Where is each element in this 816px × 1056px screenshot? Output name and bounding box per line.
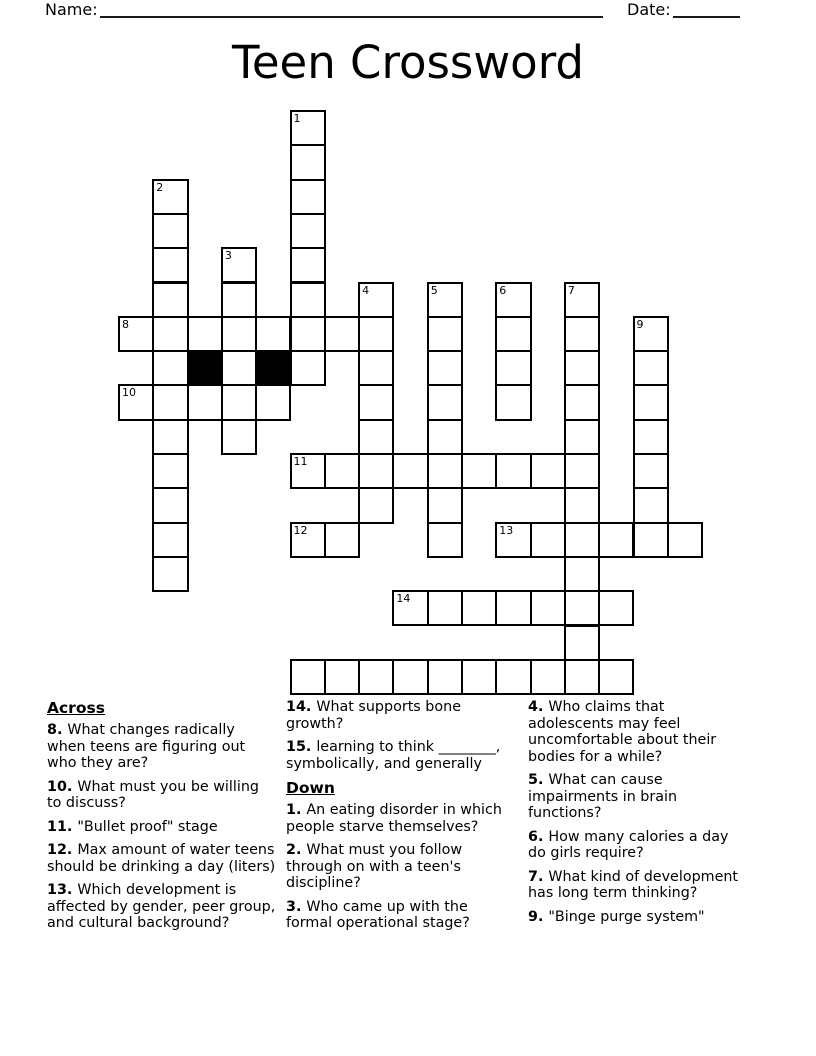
clue-8-across: 8. What changes radically when teens are figuring out who they are? bbox=[47, 722, 246, 771]
grid-cell-black bbox=[255, 350, 291, 386]
clue-5-down: 5. What can cause impairments in brain functions? bbox=[528, 772, 678, 821]
cell-number: 11 bbox=[293, 455, 308, 468]
cell-number: 9 bbox=[636, 317, 644, 331]
grid-cell[interactable] bbox=[324, 453, 360, 489]
grid-cell[interactable] bbox=[427, 487, 463, 523]
grid-cell[interactable] bbox=[221, 350, 257, 386]
grid-cell[interactable] bbox=[564, 350, 600, 386]
cell-number: 7 bbox=[567, 283, 575, 297]
grid-cell[interactable] bbox=[564, 487, 600, 523]
clue-number: 10. bbox=[47, 778, 78, 795]
grid-cell[interactable] bbox=[324, 522, 360, 558]
clue-6-down: 6. How many calories a day do girls require? bbox=[528, 828, 729, 861]
grid-cell[interactable] bbox=[392, 590, 428, 626]
grid-cell[interactable] bbox=[495, 659, 531, 695]
grid-cell[interactable] bbox=[290, 522, 326, 558]
cell-number: 6 bbox=[499, 283, 507, 297]
grid-cell[interactable] bbox=[221, 282, 257, 318]
cell-number: 13 bbox=[499, 523, 514, 537]
grid-cell[interactable] bbox=[358, 487, 394, 523]
clue-number: 2. bbox=[286, 842, 307, 858]
cell-number: 1 bbox=[293, 112, 301, 125]
across-header: Across bbox=[47, 699, 105, 717]
grid-cell[interactable] bbox=[427, 316, 463, 352]
grid-cell[interactable] bbox=[152, 316, 188, 352]
grid-cell[interactable] bbox=[290, 350, 326, 386]
clue-number: 8. bbox=[47, 722, 68, 738]
cell-number: 4 bbox=[362, 283, 370, 297]
clue-number: 13. bbox=[47, 882, 78, 898]
clue-col-2 bbox=[286, 699, 516, 939]
grid-cell[interactable] bbox=[152, 556, 188, 592]
clue-12-across: 12. Max amount of water teens should be drinking a day (liters) bbox=[47, 842, 276, 875]
clue-number: 4. bbox=[528, 699, 549, 715]
grid-cell[interactable] bbox=[358, 419, 394, 455]
grid-cell[interactable] bbox=[221, 419, 257, 455]
clue-7-down: 7. What kind of development has long term thinking? bbox=[528, 868, 739, 901]
grid-cell[interactable] bbox=[152, 350, 188, 386]
clue-15-across: 15. learning to think ________, symbolically, and generally bbox=[286, 739, 501, 772]
grid-cell[interactable] bbox=[495, 522, 531, 558]
grid-cell[interactable] bbox=[427, 419, 463, 455]
grid-cell[interactable] bbox=[461, 453, 497, 489]
grid-cell[interactable] bbox=[290, 213, 326, 249]
grid-cell[interactable] bbox=[633, 453, 669, 489]
clue-number: 12. bbox=[47, 842, 78, 858]
grid-cell[interactable] bbox=[324, 316, 360, 352]
clue-14-across: 14. What supports bone growth? bbox=[286, 699, 461, 732]
grid-cell[interactable] bbox=[187, 316, 223, 352]
grid-cell[interactable] bbox=[152, 487, 188, 523]
grid-cell[interactable] bbox=[290, 282, 326, 318]
grid-cell[interactable] bbox=[358, 316, 394, 352]
grid-cell[interactable] bbox=[392, 453, 428, 489]
grid-cell[interactable] bbox=[564, 625, 600, 661]
clue-9-down: 9. "Binge purge system" bbox=[528, 908, 705, 925]
cell-number: 10 bbox=[122, 386, 136, 400]
grid-cell[interactable] bbox=[633, 384, 669, 420]
grid-cell[interactable] bbox=[530, 590, 566, 626]
grid-cell[interactable] bbox=[290, 453, 326, 489]
cell-number: 14 bbox=[396, 592, 411, 606]
page-title: Teen Crossword bbox=[231, 36, 584, 89]
grid-cell[interactable] bbox=[564, 316, 600, 352]
grid-cell[interactable] bbox=[118, 316, 154, 352]
grid-cell[interactable] bbox=[564, 556, 600, 592]
grid-cell[interactable] bbox=[221, 247, 257, 283]
grid-cell[interactable] bbox=[598, 659, 634, 695]
grid-cell[interactable] bbox=[152, 179, 188, 215]
clue-number: 3. bbox=[286, 898, 307, 915]
grid-cell[interactable] bbox=[633, 419, 669, 455]
grid-cell[interactable] bbox=[427, 350, 463, 386]
grid-cell[interactable] bbox=[290, 179, 326, 215]
grid-cell[interactable] bbox=[221, 316, 257, 352]
grid-cell[interactable] bbox=[495, 590, 531, 626]
grid-cell[interactable] bbox=[358, 282, 394, 318]
grid-cell[interactable] bbox=[633, 350, 669, 386]
clue-1-down: 1. An eating disorder in which people starve themselves? bbox=[286, 802, 502, 835]
grid-cell[interactable] bbox=[564, 419, 600, 455]
grid-cell[interactable] bbox=[633, 487, 669, 523]
grid-cell[interactable] bbox=[495, 453, 531, 489]
grid-cell[interactable] bbox=[495, 384, 531, 420]
clue-number: 7. bbox=[528, 868, 549, 885]
clue-2-down: 2. What must you follow through on with a teen's discipline? bbox=[286, 842, 463, 891]
name-label: Name: bbox=[45, 0, 98, 19]
grid-cell[interactable] bbox=[290, 110, 326, 146]
grid-cell[interactable] bbox=[290, 144, 326, 180]
grid-cell[interactable] bbox=[152, 522, 188, 558]
clue-number: 1. bbox=[286, 802, 307, 818]
grid-cell[interactable] bbox=[255, 384, 291, 420]
grid-cell[interactable] bbox=[461, 590, 497, 626]
grid-cell[interactable] bbox=[427, 384, 463, 420]
grid-cell[interactable] bbox=[598, 590, 634, 626]
grid-cell[interactable] bbox=[152, 384, 188, 420]
grid-cell[interactable] bbox=[358, 384, 394, 420]
grid-cell[interactable] bbox=[392, 659, 428, 695]
cell-number: 3 bbox=[224, 249, 232, 263]
clue-4-down: 4. Who claims that adolescents may feel uncomfortable about their bodies for a while? bbox=[528, 699, 717, 765]
clue-col-1 bbox=[47, 699, 277, 939]
clue-3-down: 3. Who came up with the formal operational stage? bbox=[286, 898, 470, 931]
down-header: Down bbox=[286, 779, 335, 797]
grid-cell[interactable] bbox=[118, 384, 154, 420]
grid-cell[interactable] bbox=[358, 659, 394, 695]
grid-cell[interactable] bbox=[358, 453, 394, 489]
grid-cell-black bbox=[187, 350, 223, 386]
clue-col-3 bbox=[528, 699, 747, 932]
grid-cell[interactable] bbox=[290, 247, 326, 283]
grid-cell[interactable] bbox=[290, 316, 326, 352]
grid-cell[interactable] bbox=[530, 453, 566, 489]
grid-cell[interactable] bbox=[427, 522, 463, 558]
grid-cell[interactable] bbox=[564, 282, 600, 318]
grid-cell[interactable] bbox=[564, 659, 600, 695]
cell-number: 5 bbox=[430, 283, 438, 297]
clue-13-across: 13. Which development is affected by gender, peer group, and cultural background? bbox=[47, 882, 276, 931]
grid-cell[interactable] bbox=[564, 522, 600, 558]
grid-cell[interactable] bbox=[255, 316, 291, 352]
clue-11-across: 11. "Bullet proof" stage bbox=[47, 818, 218, 835]
clue-number: 15. bbox=[286, 739, 317, 755]
clue-number: 11. bbox=[47, 818, 78, 835]
grid-cell[interactable] bbox=[358, 350, 394, 386]
grid-cell[interactable] bbox=[152, 419, 188, 455]
grid-cell[interactable] bbox=[564, 384, 600, 420]
grid-cell[interactable] bbox=[633, 316, 669, 352]
grid-cell[interactable] bbox=[221, 384, 257, 420]
grid-cell[interactable] bbox=[461, 659, 497, 695]
date-label: Date: bbox=[627, 0, 671, 19]
clue-number: 14. bbox=[286, 699, 317, 715]
grid-cell[interactable] bbox=[152, 213, 188, 249]
grid-cell[interactable] bbox=[530, 522, 566, 558]
grid-cell[interactable] bbox=[495, 316, 531, 352]
grid-cell[interactable] bbox=[495, 282, 531, 318]
grid-cell[interactable] bbox=[564, 453, 600, 489]
clue-number: 6. bbox=[528, 828, 549, 845]
grid-cell[interactable] bbox=[633, 522, 669, 558]
cell-number: 12 bbox=[293, 523, 308, 537]
grid-cell[interactable] bbox=[152, 247, 188, 283]
grid-cell[interactable] bbox=[427, 659, 463, 695]
grid-cell[interactable] bbox=[152, 453, 188, 489]
grid-cell[interactable] bbox=[495, 350, 531, 386]
grid-cell[interactable] bbox=[530, 659, 566, 695]
grid-cell[interactable] bbox=[427, 453, 463, 489]
cell-number: 2 bbox=[156, 180, 164, 194]
grid-cell[interactable] bbox=[564, 590, 600, 626]
grid-cell[interactable] bbox=[152, 282, 188, 318]
grid-cell[interactable] bbox=[187, 384, 223, 420]
grid-cell[interactable] bbox=[324, 659, 360, 695]
cell-number: 8 bbox=[122, 317, 129, 331]
grid-cell[interactable] bbox=[667, 522, 703, 558]
grid-cell[interactable] bbox=[427, 282, 463, 318]
clue-10-across: 10. What must you be willing to discuss? bbox=[47, 778, 259, 811]
clue-number: 9. bbox=[528, 908, 549, 925]
grid-cell[interactable] bbox=[598, 522, 634, 558]
grid-cell[interactable] bbox=[290, 659, 326, 695]
clue-number: 5. bbox=[528, 772, 549, 788]
grid-cell[interactable] bbox=[427, 590, 463, 626]
